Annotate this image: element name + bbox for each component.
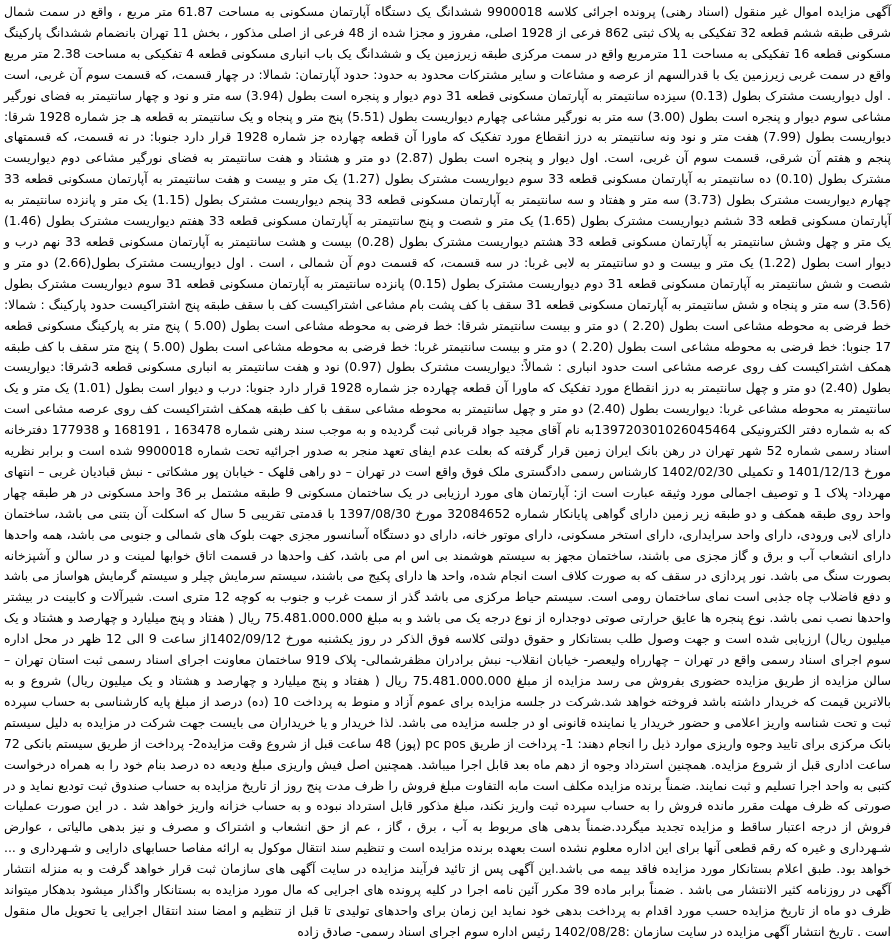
auction-notice-body: آگهی مزایده اموال غیر منقول (اسناد رهنی) پرونده اجرائی کلاسه 9900018 ششدانگ یک دستگاه آپارتمان مسکونی به مساحت 61.87 متر مربع ، واقع در سمت شمال شرقی طبقه ششم قطعه 32 تفکیکی به پلاک ثبتی 862 فرعی از 1928 اصلی، مفروز و مجزا شده از 48 فرعی از اصلی مذکور ، بخش 11 تهران بانضمام ششدانگ پارکینگ مسکونی قطعه 16 تفکیکی به مساحت 11 مترمربع واقع در سمت مرکزی طبقه زیرزمین یک و ششدانگ یک باب انباری مسکونی قطعه 4 تفکیکی به مساحت 2.38 متر مربع واقع در سمت غربی زیرزمین یک با قدرالسهم از عرصه و مشاعات و سایر مشترکات محدود به حدود: حدود آپارتمان: شمالا: در چهار قسمت، که قسمت سوم آن غربی، است . اول دیواریست مشترک بطول (0.13) سیزده سانتیمتر به آپارتمان مسکونی قطعه 31 دوم دیوار و پنجره است بطول (3.94) سه متر و نود و چهار سانتیمتر به فضای نورگیر مشاعی سوم دیوار و پنجره است بطول (3.00) سه متر به نورگیر مشاعی چهارم دیواریست بطول (5.51) پنج متر و پنجاه و یک سانتیمتر به قطعه هـ جز شماره 1928 شرقا: دیواریست بطول (7.99) هفت متر و نود ونه سانتیمتر به درز انقطاع مورد تفکیک که ماورا آن قطعه چهارده جز شماره 1928 قرار دارد جنوبا: در نه قسمت، که قسمتهای پنجم و هفتم آن شرقی، قسمت سوم آن غربی، است. اول دیوار و پنجره است بطول (2.87) دو متر و هشتاد و هفت سانتیمتر به فضای نورگیر مشاعی دوم دیواریست مشترک بطول (0.10) ده سانتیمتر به آپارتمان مسکونی قطعه 33 سوم دیواریست مشترک بطول (1.27) یک متر و بیست و هفت سانتیمتر به آپارتمان مسکونی قطعه 33 چهارم دیواریست مشترک بطول (3.73) سه متر و هفتاد و سه سانتیمتر به آپارتمان مسکونی قطعه 33 پنجم دیواریست مشترک بطول (1.15) یک متر و پانزده سانتیمتر به آپارتمان مسکونی قطعه 33 ششم دیواریست مشترک بطول (1.65) یک متر و شصت و پنج سانتیمتر به آپارتمان مسکونی قطعه 33 هفتم دیواریست مشترک بطول (1.46) یک متر و چهل وشش سانتیمتر به آپارتمان مسکونی قطعه 33 هشتم دیواریست مشترک بطول (0.28) بیست و هشت سانتیمتر به آپارتمان مسکونی قطعه 33 نهم درب و دیوار است بطول (1.22) یک متر و بیست و دو سانتیمتر به لابی غربا: در سه قسمت، که قسمت دوم آن شمالی ، است . اول دیواریست مشترک بطول(2.66) دو متر و شصت و شش سانتیمتر به آپارتمان مسکونی قطعه 31 دوم دیواریست مشترک بطول (0.15) پانزده سانتیمتر به آپارتمان مسکونی قطعه 31 سوم دیواریست مشترک بطول (3.56) سه متر و پنجاه و شش سانتیمتر به آپارتمان مسکونی قطعه 31 سقف با کف پشت بام مشاعی اشتراکیست کف با سقف طبقه پنج اشتراکیست حدود پارکینگ : شمالا: خط فرضی به محوطه مشاعی است بطول (2.20 ) دو متر و بیست سانتیمتر شرقا: خط فرضی به محوطه مشاعی است بطول (5.00 ) پنج متر به پارکینگ مسکونی قطعه 17 جنوبا: خط فرضی به محوطه مشاعی است بطول (2.20 ) دو متر و بیست سانتیمتر غربا: خط فرضی به محوطه مشاعی است بطول (5.00 ) پنج متر سقف با کف طبقه همکف اشتراکیست کف روی عرصه مشاعی است حدود انباری : شمالاً: دیواریست مشترک بطول (0.97) نود و هفت سانتیمتر به انباری مسکونی قطعه 3شرقا: دیواریست بطول (2.40) دو متر و چهل سانتیمتر به درز انقطاع مورد تفکیک که ماورا آن قطعه چهارده جز شماره 1928 قرار دارد جنوبا: درب و دیوار است بطول (1.01) یک متر و یک سانتیمتر به محوطه مشاعی غربا: دیواریست بطول (2.40) دو متر و چهل سانتیمتر به محوطه مشاعی سقف با کف طبقه همکف اشتراکیست کف روی عرصه مشاعی است که به شماره دفتر الکترونیکی 139720301026045464به نام آقای مجید جواد قربانی ثبت گردیده و به موجب سند رهنی شماره 163478 ، 168191 و 177938 دفترخانه اسناد رسمی شماره 52 شهر تهران در رهن بانک ایران زمین قرار گرفته که بعلت عدم ایفای تعهد منجر به صدور اجرائیه تحت شماره 9900018 شده است و برابر نظریه مورخ 1401/12/13 و تکمیلی 1402/02/30 کارشناس رسمی دادگستری ملک فوق واقع است در تهران – دو راهی قلهک - خیابان پور مشکاتی - نبش قبادیان غربی – انتهای مهرداد- پلاک 1 و توصیف اجمالی مورد وثیقه عبارت است از: آپارتمان های مورد ارزیابی در یک ساختمان مسکونی 9 طبقه مشتمل بر 36 واحد مسکونی در هر طبقه چهار واحد روی طبقه همکف و دو طبقه زیر زمین دارای گواهی پایانکار شماره 32084652 مورخ 1397/08/30 با قدمتی تقریبی 5 سال که اسکلت آن بتنی می باشد، ساختمان دارای لابی ورودی، دارای واحد سرایداری، دارای استخر مسکونی، دارای موتور خانه، دارای دو دستگاه آسانسور مجزی جهت بلوک های شمالی و جنوبی می باشد، همه واحدها دارای انشعاب آب و برق و گاز مجزی می باشند، ساختمان مجهز به سیستم هوشمند بی اس ام می باشد، کف واحدها در قسمت اتاق خوابها لمینت و در سالن و آشپزخانه بصورت سنگ می باشد. نور پردازی در سقف که به صورت کلاف است انجام شده، واحد ها دارای پکیج می باشند، سیستم سرمایش چیلر و سیستم گرمایش هواساز می باشد و دفع فاضلاب چاه جذبی است نمای ساختمان رومی است. سیستم حیاط مرکزی می باشد گذر از سمت غرب و جنوب به کوچه 12 متری است. شیرآلات و کابینت در بیشتر واحدها نصب نمی باشد. نوع پنجره ها عایق حرارتی صوتی دوجداره از نوع درجه یک می باشد و به مبلغ 75.481.000.000 ریال ( هفتاد و پنج میلیارد و چهارصد و هشتاد و یک میلیون ریال) ارزیابی شده است و جهت وصول طلب بستانکار و حقوق دولتی کلاسه فوق الذکر در روز یکشنبه مورخ 1402/09/12از ساعت 9 الی 12 ظهر در محل اداره سوم اجرای اسناد رسمی واقع در تهران – چهارراه ولیعصر- خیابان انقلاب- نبش برادران مظفرشمالی- پلاک 919 ساختمان معاونت اجرای اسناد رسمی ثبت استان تهران – سالن مزایده از طریق مزایده حضوری بفروش می رسد مزایده از مبلغ 75.481.000.000 ریال ( هفتاد و پنج میلیارد و چهارصد و هشتاد و یک میلیون ریال) شروع و به بالاترین قیمت که خریدار داشته باشد فروخته خواهد شد.شرکت در جلسه مزایده برای عموم آزاد و منوط به پرداخت 10 (ده) درصد از مبلغ پایه کارشناسی به حساب سپرده ثبت و تحت شناسه واریز اعلامی و حضور خریدار یا نماینده قانونی او در جلسه مزایده می باشد. لذا خریدار و یا خریداران می بایست جهت شرکت در مزایده به دلیل سیستم بانک مرکزی برای تایید وجوه واریزی موارد ذیل را انجام دهند: 1- پرداخت از طریق pc pos (پوز) 48 ساعت قبل از شروع وقت مزایده2- پرداخت از طریق سیستم بانکی 72 ساعت اداری قبل از شروع مزایده. همچنین استرداد وجوه از دهم ماه بعد قابل اجرا میباشد. همچنین اصل فیش واریزی مبلغ ودیعه ده درصد بنام خود را به همراه درخواست کتبی به واحد اجرا تسلیم و ثبت نمایند. ضمناً برنده مزایده مکلف است مابه التفاوت مبلغ فروش را ظرف مدت پنج روز از تاریخ مزایده به حساب صندوق ثبت تودیع نماید و در صورتی که ظرف مهلت مقرر مانده فروش را به حساب سپرده ثبت واریز نکند، مبلغ مذکور قابل استرداد نبوده و به حساب خزانه واریز خواهد شد . در این صورت عملیات فروش از درجه اعتبار ساقط و مزایده تجدید میگردد.ضمناً بدهی های مربوط به آب ، برق ، گاز ، عم از حق انشعاب و اشتراک و مصرف و نیز بدهی مالیاتی ، عوارض شـهرداری و غیره که رقم قطعی آنها برای این اداره معلوم نشده است بعهده برنده مزایده است و تنظیم سند انتقال موکول به ارائه مفاصا حسابهای دارایی و شـهرداری و ... خواهد بود. طبق اعلام بستانکار مورد مزایده فاقد بیمه می باشد.این آگهی پس از تائید فرآیند مزایده در سایت آگهی های سازمان ثبت قرار خواهد گرفت و به منزله انتشار آگهی در روزنامه کثیر الانتشار می باشد . ضمناً برابر ماده 39 مکرر آئین نامه اجرا در کلیه پرونده های اجرایی که مال مورد مزایده به بستانکار واگذار میشود بدهکار میتواند ظرف دو ماه از تاریخ مزایده حسب مورد اقدام به پرداخت بدهی خود نماید این زمان برای واحدهای تولیدی تا قبل از تنظیم و امضا سند انتقال اجرایی یا تحویل مال منقول است . تاریخ انتشار آگهی مزایده در سایت سازمان :1402/08/28 رئیس اداره سوم اجرای اسناد رسمی- صادق زاده bbox=[4, 4, 892, 939]
